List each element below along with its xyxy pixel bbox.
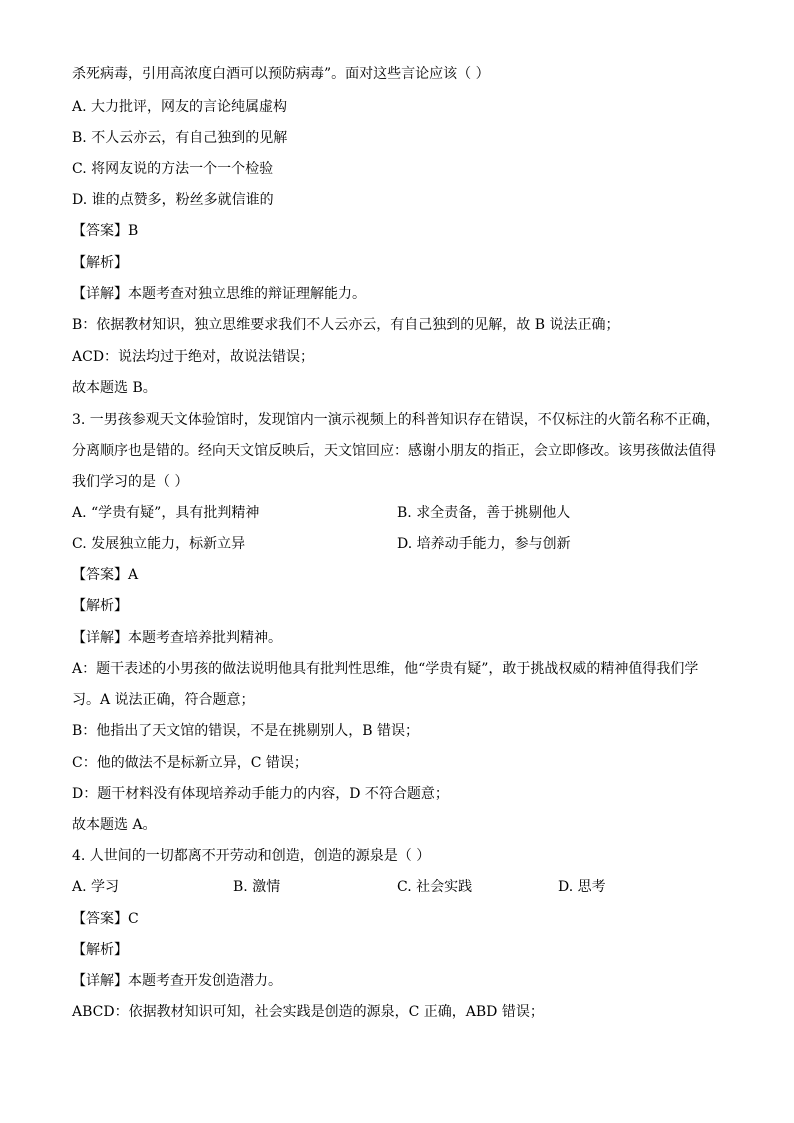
q3-stem-line-1: 3. 一男孩参观天文体验馆时，发现馆内一演示视频上的科普知识存在错误，不仅标注的火箭名称不正确， xyxy=(72,412,720,428)
q4-option-c: C. 社会实践 xyxy=(397,879,473,895)
q3-answer: 【答案】A xyxy=(72,567,139,583)
q3-option-a: A. “学贵有疑”，具有批判精神 xyxy=(72,505,260,521)
q3-stem-line-3: 我们学习的是（ ） xyxy=(72,474,189,490)
q2-stem: 杀死病毒，引用高浓度白酒可以预防病毒”。面对这些言论应该（ ） xyxy=(72,66,490,82)
q2-answer: 【答案】B xyxy=(72,223,139,239)
q2-analysis-label: 【解析】 xyxy=(72,255,128,271)
q2-explain-2: ACD：说法均过于绝对，故说法错误； xyxy=(72,349,315,365)
q4-option-d: D. 思考 xyxy=(558,879,606,895)
q4-explain-1: ABCD：依据教材知识可知，社会实践是创造的源泉，C 正确，ABD 错误； xyxy=(72,1004,544,1020)
q4-stem: 4. 人世间的一切都离不开劳动和创造，创造的源泉是（ ） xyxy=(72,848,431,864)
q2-detail: 【详解】本题考查对独立思维的辩证理解能力。 xyxy=(72,286,366,302)
q4-analysis-label: 【解析】 xyxy=(72,942,128,958)
q4-answer: 【答案】C xyxy=(72,911,139,927)
q3-detail: 【详解】本题考查培养批判精神。 xyxy=(72,630,282,646)
q3-explain-4: C：他的做法不是标新立异，C 错误； xyxy=(72,755,308,771)
q3-analysis-label: 【解析】 xyxy=(72,598,128,614)
q3-option-d: D. 培养动手能力，参与创新 xyxy=(397,536,571,552)
q2-option-d: D. 谁的点赞多，粉丝多就信谁的 xyxy=(72,192,274,208)
q3-explain-6: 故本题选 A。 xyxy=(72,817,157,833)
q2-option-c: C. 将网友说的方法一个一个检验 xyxy=(72,161,274,177)
q4-option-a: A. 学习 xyxy=(72,879,120,895)
q2-option-a: A. 大力批评，网友的言论纯属虚构 xyxy=(72,99,288,115)
q3-explain-5: D：题干材料没有体现培养动手能力的内容，D 不符合题意； xyxy=(72,786,449,802)
q2-option-b: B. 不人云亦云，有自己独到的见解 xyxy=(72,130,288,146)
q2-explain-1: B：依据教材知识，独立思维要求我们不人云亦云，有自己独到的见解，故 B 说法正确； xyxy=(72,317,620,333)
q3-explain-2: 习。A 说法正确，符合题意； xyxy=(72,692,255,708)
q4-detail: 【详解】本题考查开发创造潜力。 xyxy=(72,973,282,989)
q3-stem-line-2: 分离顺序也是错的。经向天文馆反映后，天文馆回应：感谢小朋友的指正，会立即修改。该男孩做法值得 xyxy=(72,443,716,459)
q2-explain-3: 故本题选 B。 xyxy=(72,380,157,396)
q3-explain-3: B：他指出了天文馆的错误，不是在挑剔别人，B 错误； xyxy=(72,723,420,739)
q4-option-b: B. 激情 xyxy=(233,879,281,895)
q3-option-c: C. 发展独立能力，标新立异 xyxy=(72,536,246,552)
q3-option-b: B. 求全责备，善于挑剔他人 xyxy=(397,505,571,521)
q3-explain-1: A：题干表述的小男孩的做法说明他具有批判性思维，他“学贵有疑”，敢于挑战权威的精神值得我们学 xyxy=(72,661,699,677)
